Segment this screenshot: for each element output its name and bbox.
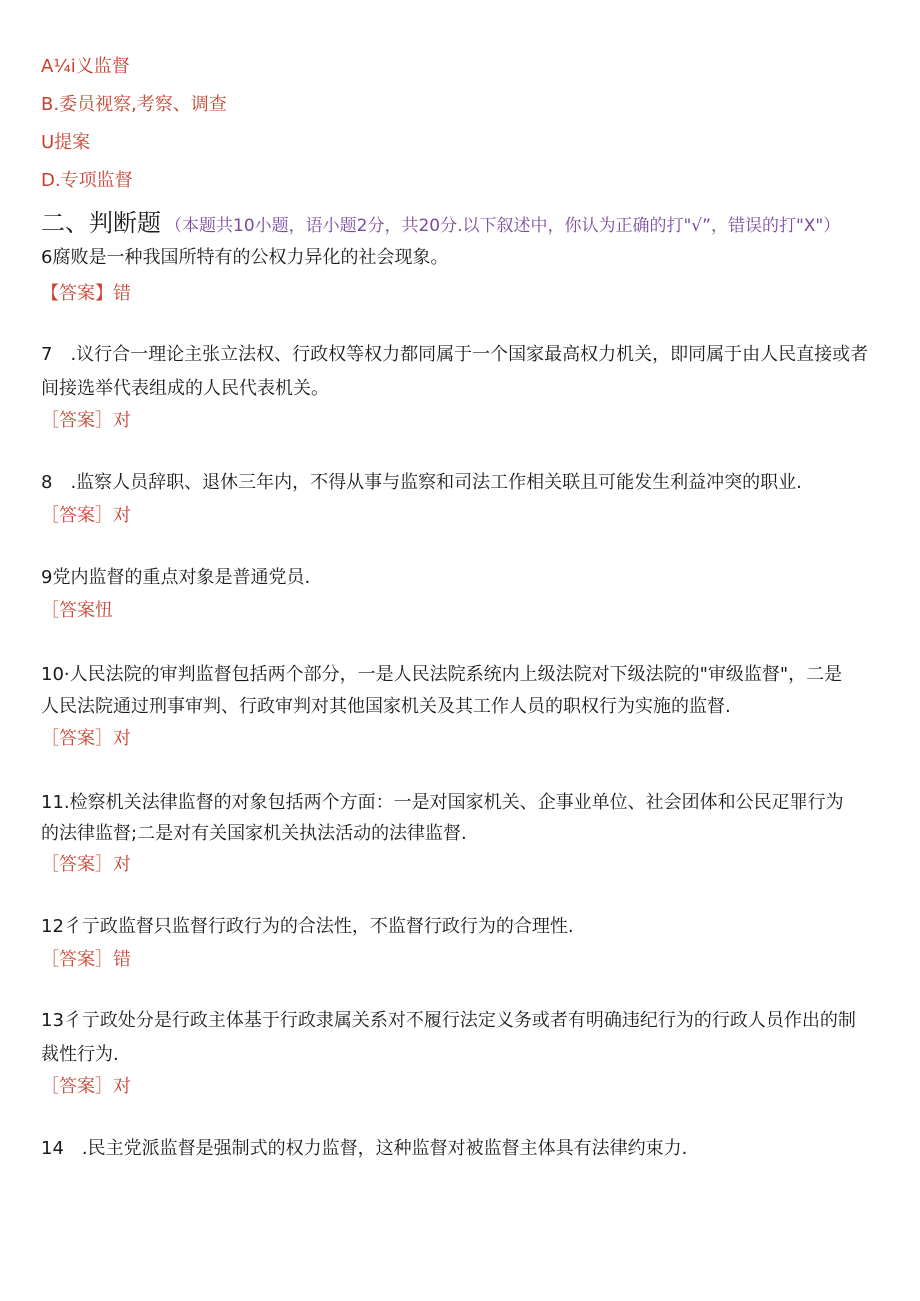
option-d: D.专项监督: [41, 170, 133, 191]
option-a: A¼i义监督: [41, 56, 130, 77]
answer-13: ［答案］对: [41, 1076, 131, 1097]
question-13-cont: 裁性行为.: [41, 1044, 119, 1065]
question-13: 13彳亍政处分是行政主体基于行政隶属关系对不履行法定义务或者有明确违纪行为的行政人员作出的制: [41, 1010, 856, 1031]
section-title: 二、判断题: [41, 209, 161, 237]
answer-10: ［答案］对: [41, 728, 131, 749]
question-6: 6腐败是一种我国所特有的公权力异化的社会现象。: [41, 247, 449, 268]
question-10-cont: 人民法院通过刑事审判、行政审判对其他国家机关及其工作人员的职权行为实施的监督.: [41, 696, 731, 717]
answer-7: ［答案］对: [41, 410, 131, 431]
question-12: 12彳亍政监督只监督行政行为的合法性，不监督行政行为的合理性.: [41, 916, 574, 937]
option-c: U提案: [41, 132, 91, 153]
answer-12: ［答案］错: [41, 949, 131, 970]
answer-9: ［答案忸: [41, 600, 113, 621]
question-8: 8 .监察人员辞职、退休三年内，不得从事与监察和司法工作相关联且可能发生利益冲突的职业.: [41, 472, 802, 493]
question-11: 11.检察机关法律监督的对象包括两个方面：一是对国家机关、企事业单位、社会团体和公民疋罪行为: [41, 792, 844, 813]
question-10: 10·人民法院的审判监督包括两个部分，一是人民法院系统内上级法院对下级法院的"审级监督"，二是: [41, 664, 843, 685]
section-heading: [41, 203, 840, 238]
question-7: 7 .议行合一理论主张立法权、行政权等权力都同属于一个国家最高权力机关，即同属于由人民直接或者: [41, 344, 869, 365]
answer-11: ［答案］对: [41, 854, 131, 875]
answer-6: 【答案】错: [41, 283, 131, 304]
option-b: B.委员视察,考察、调查: [41, 94, 227, 115]
answer-8: ［答案］对: [41, 505, 131, 526]
question-11-cont: 的法律监督;二是对有关国家机关执法活动的法律监督.: [41, 823, 467, 844]
question-7-cont: 间接选举代表组成的人民代表机关。: [41, 378, 329, 399]
question-14: 14 .民主党派监督是强制式的权力监督，这种监督对被监督主体具有法律约束力.: [41, 1138, 688, 1159]
section-note: （本题共10小题，语小题2分，共20分.以下叙述中，你认为正确的打"√”，错误的打"X"）: [165, 216, 841, 236]
question-9: 9党内监督的重点对象是普通党员.: [41, 567, 311, 588]
